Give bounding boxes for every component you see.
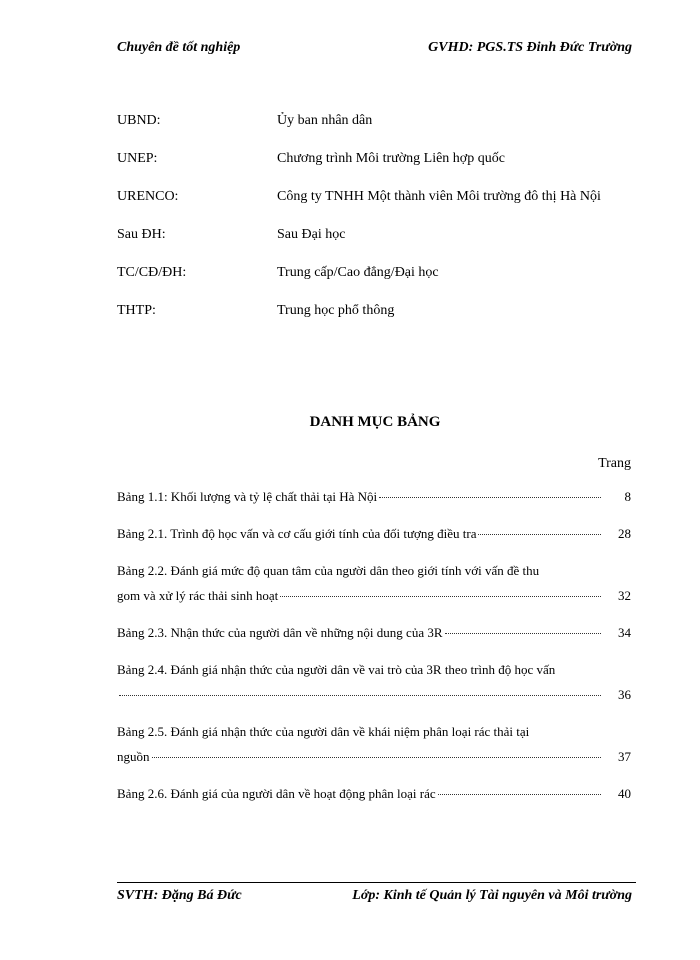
abbreviation-term: THTP:	[117, 303, 156, 318]
abbreviation-definition: Sau Đại học	[277, 227, 346, 242]
toc-entry[interactable]	[117, 489, 631, 508]
header-left: Chuyên đề tốt nghiệp	[117, 40, 241, 55]
page-column-label: Trang	[598, 456, 631, 471]
toc-entry-text-line1: Bảng 2.5. Đánh giá nhận thức của người dân về khái niệm phân loại rác thải tại	[117, 724, 530, 739]
toc-entry-text-line1: Bảng 2.4. Đánh giá nhận thức của người dân về vai trò của 3R theo trình độ học vấn	[117, 662, 556, 677]
abbreviation-row	[117, 189, 637, 227]
toc-entry[interactable]	[117, 625, 631, 644]
section-title: DANH MỤC BẢNG	[309, 414, 441, 430]
leader-dots	[438, 784, 601, 795]
abbreviation-term: Sau ĐH:	[117, 227, 166, 242]
abbreviation-term: URENCO:	[117, 189, 179, 204]
abbreviation-row	[117, 151, 637, 189]
toc-entry-page: 34	[618, 625, 631, 640]
header-right: GVHD: PGS.TS Đinh Đức Trường	[428, 40, 632, 55]
footer-right: Lớp: Kinh tế Quản lý Tài nguyên và Môi trường	[352, 888, 632, 903]
leader-dots	[478, 524, 601, 535]
toc-entry[interactable]	[117, 526, 631, 545]
toc-entry-page: 37	[618, 749, 631, 764]
toc-entry-text: Bảng 2.1. Trình độ học vấn và cơ cấu giới tính của đối tượng điều tra	[117, 526, 477, 541]
toc-entry-text: Bảng 2.6. Đánh giá của người dân về hoạt động phân loại rác	[117, 786, 436, 801]
toc-entry-page: 32	[618, 588, 631, 603]
footer-divider	[117, 882, 636, 883]
abbreviation-list	[117, 113, 637, 341]
abbreviation-definition: Trung học phổ thông	[277, 303, 395, 318]
abbreviation-definition: Ủy ban nhân dân	[277, 113, 373, 128]
leader-dots	[379, 487, 601, 498]
abbreviation-term: UBND:	[117, 113, 161, 128]
page-header	[117, 40, 632, 62]
leader-dots	[119, 685, 601, 696]
abbreviation-term: UNEP:	[117, 151, 158, 166]
abbreviation-row	[117, 227, 637, 265]
toc-entry[interactable]	[117, 662, 631, 706]
table-of-tables	[117, 489, 631, 823]
toc-entry-page: 8	[624, 489, 631, 504]
toc-entry-text: gom và xử lý rác thải sinh hoạt	[117, 588, 279, 603]
abbreviation-definition: Công ty TNHH Một thành viên Môi trường đô thị Hà Nội	[277, 189, 601, 204]
toc-entry-text: Bảng 2.3. Nhận thức của người dân về những nội dung của 3R	[117, 625, 443, 640]
toc-entry[interactable]	[117, 786, 631, 805]
page-footer	[117, 888, 632, 910]
leader-dots	[280, 586, 601, 597]
toc-entry-page: 40	[618, 786, 631, 801]
abbreviation-row	[117, 303, 637, 341]
toc-entry-text: nguồn	[117, 749, 150, 764]
footer-left: SVTH: Đặng Bá Đức	[117, 888, 242, 903]
toc-entry-text: Bảng 1.1: Khối lượng và tỷ lệ chất thải tại Hà Nội	[117, 489, 378, 504]
leader-dots	[152, 747, 602, 758]
abbreviation-definition: Chương trình Môi trường Liên hợp quốc	[277, 151, 505, 166]
leader-dots	[445, 623, 601, 634]
abbreviation-row	[117, 265, 637, 303]
abbreviation-definition: Trung cấp/Cao đẳng/Đại học	[277, 265, 439, 280]
abbreviation-row	[117, 113, 637, 151]
toc-entry[interactable]	[117, 563, 631, 607]
toc-entry-page: 36	[618, 687, 631, 702]
toc-entry-page: 28	[618, 526, 631, 541]
toc-entry-text-line1: Bảng 2.2. Đánh giá mức độ quan tâm của người dân theo giới tính với vấn đề thu	[117, 563, 540, 578]
toc-entry[interactable]	[117, 724, 631, 768]
abbreviation-term: TC/CĐ/ĐH:	[117, 265, 187, 280]
